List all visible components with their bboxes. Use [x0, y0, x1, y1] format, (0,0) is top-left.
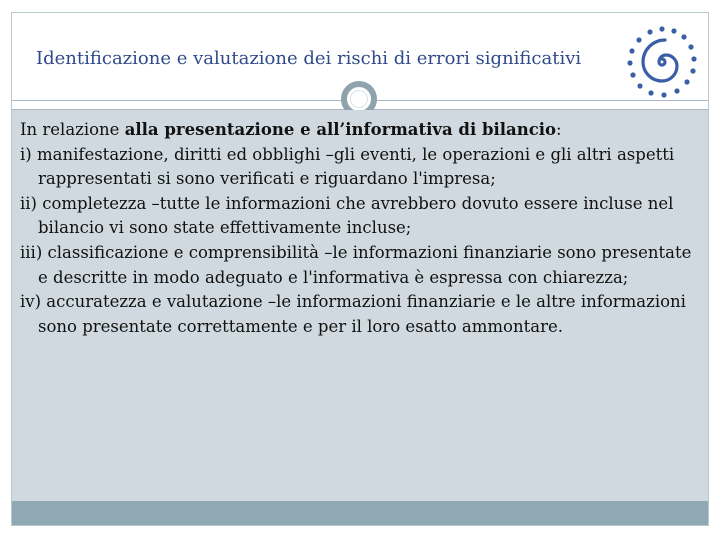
- body-text: [20, 118, 700, 339]
- intro-paragraph: [20, 118, 700, 143]
- slide-title: Identificazione e valutazione dei rischi di errori significativi: [36, 48, 582, 69]
- content-area: [12, 110, 708, 501]
- list-item-1: i) manifestazione, diritti ed obblighi –gli eventi, le operazioni e gli altri aspetti rappresentati si sono verificati e riguardano l'impresa;: [20, 144, 675, 189]
- list-item-2: ii) completezza –tutte le informazioni che avrebbero dovuto essere incluse nel bilancio vi sono state effettivamente incluse;: [20, 193, 674, 238]
- spiral-dots-icon: [625, 25, 699, 99]
- list-item-3: iii) classificazione e comprensibilità –le informazioni finanziarie sono presentate e descritte in modo adeguato e l'informativa è espressa con chiarezza;: [20, 242, 692, 287]
- list-item-4: iv) accuratezza e valutazione –le informazioni finanziarie e le altre informazioni sono presentate correttamente e per il loro esatto ammontare.: [20, 292, 686, 336]
- intro-prefix: In relazione: [20, 120, 125, 139]
- footer-band: [12, 501, 708, 525]
- intro-suffix: :: [556, 120, 562, 139]
- intro-bold: alla presentazione e all’informativa di bilancio: [124, 120, 557, 139]
- slide: [11, 12, 709, 526]
